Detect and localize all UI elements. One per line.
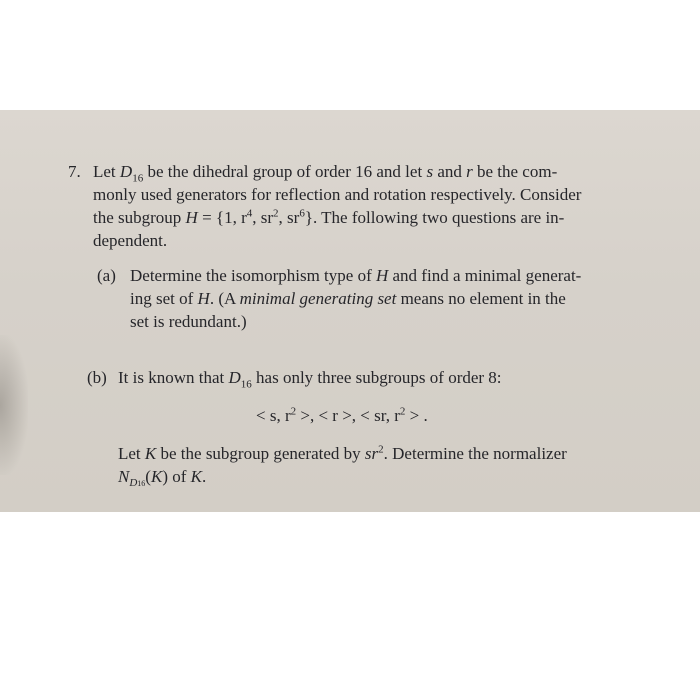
problem-line-3: the subgroup H = {1, $r^4$, $sr^2$, $sr^6$}. The following two questions are in-: [93, 207, 565, 227]
part-b-line-2: Let K be the subgroup generated by $sr^2$. Determine the normalizer: [118, 443, 567, 463]
part-a-line-2: ing set of H. (A minimal generating set means no element in the: [130, 289, 566, 308]
part-a-label: (a): [97, 266, 116, 285]
problem-line-4: dependent.: [93, 231, 168, 250]
finger-shadow: [0, 335, 28, 475]
part-b-label: (b): [87, 368, 107, 387]
problem-line-1: Let $D_{16}$ be the dihedral group of order 16 and let s and r be the com-: [93, 162, 558, 185]
part-b-line-3: $N_{D16}(K)$ of K.: [118, 467, 207, 490]
problem-line-2: monly used generators for reflection and rotation respectively. Consider: [93, 185, 582, 204]
part-b-line-1: It is known that $D_{16}$ has only three subgroups of order 8:: [118, 368, 502, 391]
problem-number: 7.: [68, 162, 81, 181]
part-a-line-3: set is redundant.): [130, 312, 247, 331]
part-a-line-1: Determine the isomorphism type of H and find a minimal generat-: [130, 266, 582, 285]
part-b-display-equation: < s, $r^2$ >, < r >, < sr, $r^2$ > .: [256, 405, 428, 425]
